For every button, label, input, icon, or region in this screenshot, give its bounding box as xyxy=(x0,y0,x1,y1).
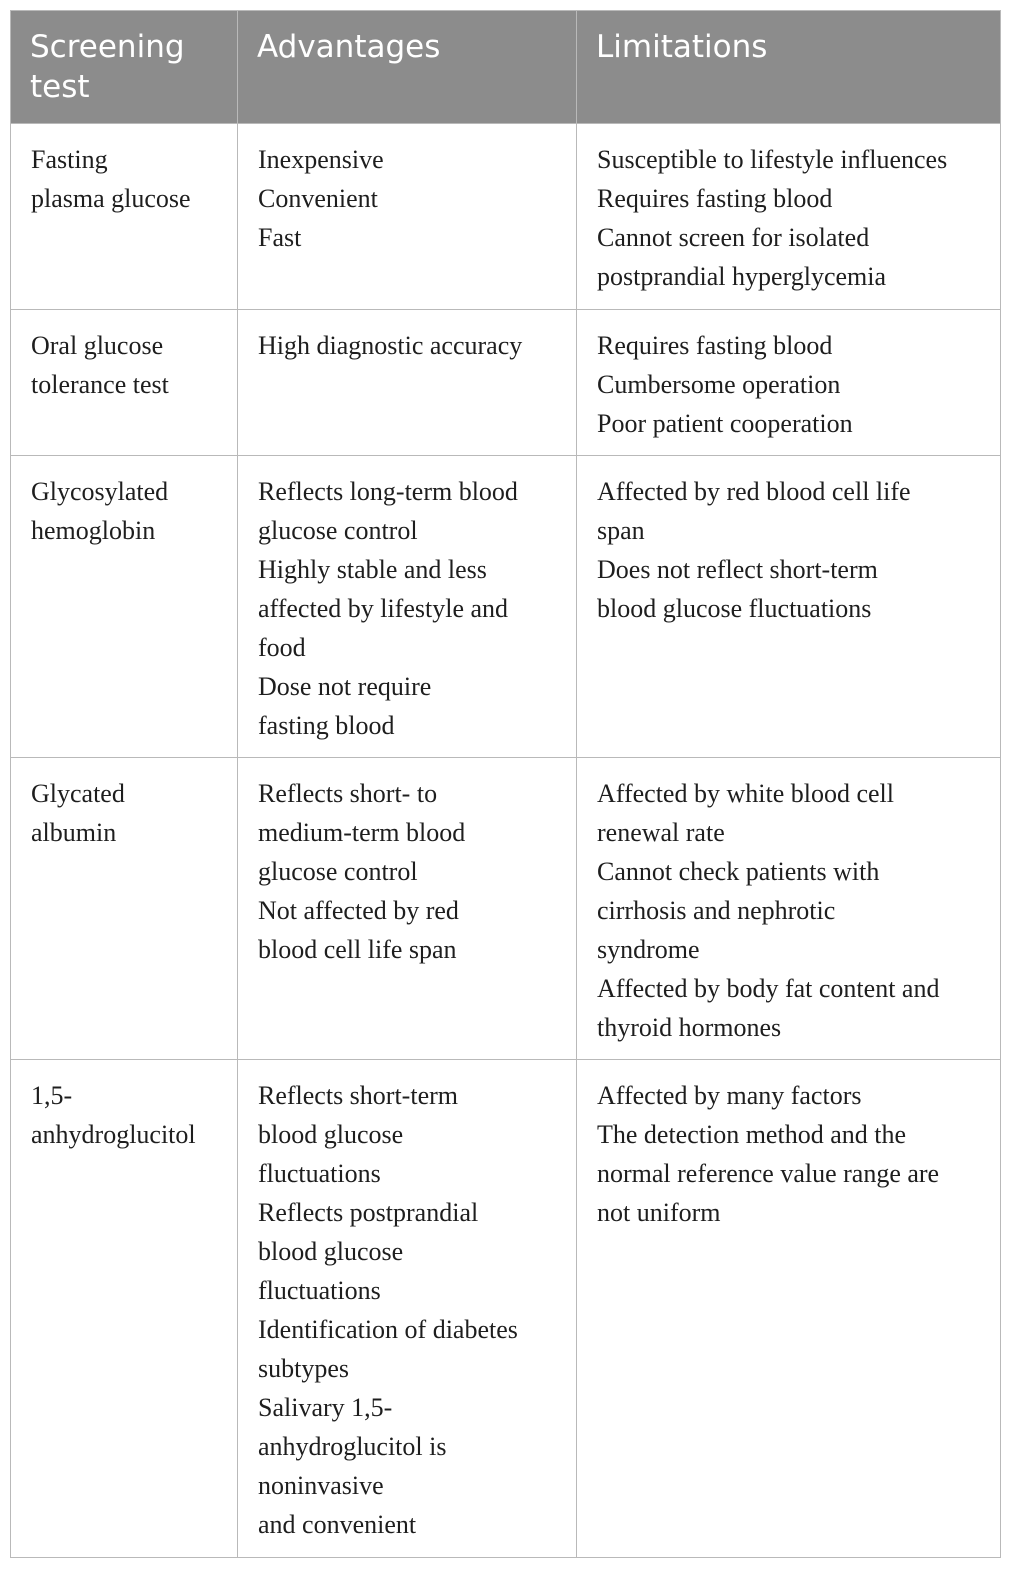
table-row xyxy=(11,124,1001,310)
screening-tests-table xyxy=(10,10,1000,1558)
header-label: Screening test xyxy=(30,29,185,105)
cell-text-line: Affected by body fat content and xyxy=(597,974,940,1003)
cell-text-line: Affected by white blood cell xyxy=(597,779,894,808)
cell-text-line: Affected by red blood cell life xyxy=(597,477,911,506)
cell-advantages xyxy=(238,1060,577,1558)
cell-text-line: food xyxy=(258,633,306,662)
cell-text-line: Glycosylated xyxy=(31,477,169,506)
cell-text-line: and convenient xyxy=(258,1510,417,1539)
table-row xyxy=(11,1060,1001,1558)
cell-advantages xyxy=(238,758,577,1060)
header-screening-test xyxy=(11,11,238,124)
cell-text-line: Fast xyxy=(258,223,302,252)
header-advantages xyxy=(238,11,577,124)
cell-text-line: noninvasive xyxy=(258,1471,384,1500)
cell-limitations xyxy=(577,456,1001,758)
cell-screening-test xyxy=(11,310,238,456)
cell-text-line: anhydroglucitol is xyxy=(258,1432,447,1461)
cell-text-line: fasting blood xyxy=(258,711,395,740)
cell-text-line: subtypes xyxy=(258,1354,349,1383)
cell-text-line: anhydroglucitol xyxy=(31,1120,196,1149)
cell-text-line: blood glucose fluctuations xyxy=(597,594,872,623)
header-label: Advantages xyxy=(257,29,441,65)
table-row xyxy=(11,456,1001,758)
cell-text-line: Reflects short- to xyxy=(258,779,438,808)
cell-text-line: Reflects long-term blood xyxy=(258,477,518,506)
cell-text-line: Reflects short-term xyxy=(258,1081,458,1110)
cell-limitations xyxy=(577,758,1001,1060)
cell-screening-test xyxy=(11,124,238,310)
cell-text-line: plasma glucose xyxy=(31,184,191,213)
cell-limitations xyxy=(577,310,1001,456)
cell-text-line: Requires fasting blood xyxy=(597,331,833,360)
cell-text-line: Salivary 1,5- xyxy=(258,1393,393,1422)
cell-text-line: not uniform xyxy=(597,1198,721,1227)
cell-text-line: Cannot screen for isolated xyxy=(597,223,870,252)
table-row xyxy=(11,310,1001,456)
cell-text-line: span xyxy=(597,516,645,545)
cell-advantages xyxy=(238,124,577,310)
cell-text-line: Fasting xyxy=(31,145,108,174)
cell-text-line: normal reference value range are xyxy=(597,1159,940,1188)
cell-text-line: Reflects postprandial xyxy=(258,1198,479,1227)
cell-text-line: tolerance test xyxy=(31,370,169,399)
cell-text-line: postprandial hyperglycemia xyxy=(597,262,887,291)
cell-screening-test xyxy=(11,758,238,1060)
cell-text-line: glucose control xyxy=(258,516,418,545)
cell-text-line: Does not reflect short-term xyxy=(597,555,878,584)
cell-text-line: renewal rate xyxy=(597,818,725,847)
cell-text-line: affected by lifestyle and xyxy=(258,594,509,623)
cell-text-line: Oral glucose xyxy=(31,331,164,360)
cell-text-line: Cannot check patients with xyxy=(597,857,880,886)
cell-limitations xyxy=(577,124,1001,310)
cell-text-line: High diagnostic accuracy xyxy=(258,331,523,360)
header-label: Limitations xyxy=(596,29,768,65)
cell-text-line: Cumbersome operation xyxy=(597,370,841,399)
cell-screening-test xyxy=(11,456,238,758)
cell-text-line: cirrhosis and nephrotic xyxy=(597,896,836,925)
cell-text-line: medium-term blood xyxy=(258,818,466,847)
cell-advantages xyxy=(238,456,577,758)
header-row xyxy=(11,11,1001,124)
cell-text-line: Inexpensive xyxy=(258,145,384,174)
header-limitations xyxy=(577,11,1001,124)
cell-text-line: albumin xyxy=(31,818,117,847)
cell-text-line: Susceptible to lifestyle influences xyxy=(597,145,948,174)
cell-text-line: Highly stable and less xyxy=(258,555,487,584)
cell-text-line: blood glucose xyxy=(258,1237,404,1266)
cell-text-line: Requires fasting blood xyxy=(597,184,833,213)
cell-limitations xyxy=(577,1060,1001,1558)
table-row xyxy=(11,758,1001,1060)
cell-text-line: blood glucose xyxy=(258,1120,404,1149)
cell-text-line: Not affected by red xyxy=(258,896,459,925)
cell-text-line: Poor patient cooperation xyxy=(597,409,853,438)
comparison-table xyxy=(10,10,1001,1558)
cell-screening-test xyxy=(11,1060,238,1558)
cell-text-line: glucose control xyxy=(258,857,418,886)
cell-text-line: Convenient xyxy=(258,184,378,213)
cell-text-line: 1,5- xyxy=(31,1081,73,1110)
cell-text-line: Identification of diabetes xyxy=(258,1315,518,1344)
cell-text-line: hemoglobin xyxy=(31,516,156,545)
cell-text-line: fluctuations xyxy=(258,1159,381,1188)
cell-text-line: syndrome xyxy=(597,935,700,964)
cell-text-line: Dose not require xyxy=(258,672,432,701)
cell-advantages xyxy=(238,310,577,456)
cell-text-line: thyroid hormones xyxy=(597,1013,782,1042)
cell-text-line: Affected by many factors xyxy=(597,1081,862,1110)
cell-text-line: The detection method and the xyxy=(597,1120,907,1149)
cell-text-line: fluctuations xyxy=(258,1276,381,1305)
cell-text-line: blood cell life span xyxy=(258,935,457,964)
cell-text-line: Glycated xyxy=(31,779,125,808)
